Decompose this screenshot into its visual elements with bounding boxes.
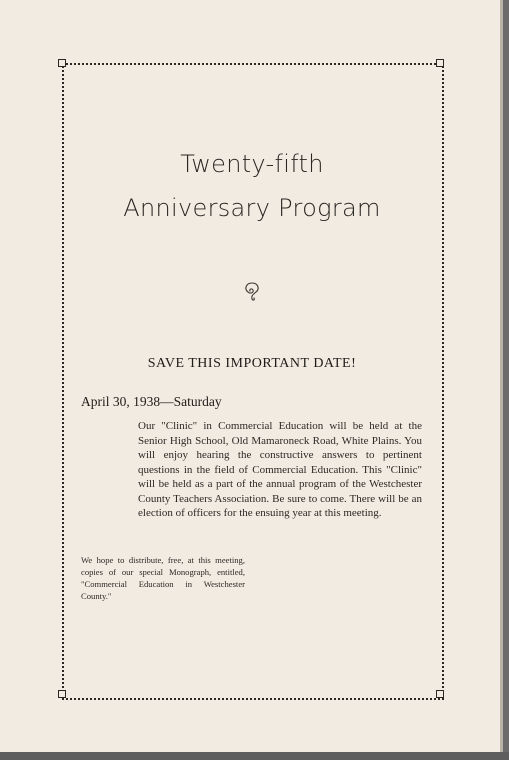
save-date-headline: SAVE THIS IMPORTANT DATE! [147, 356, 357, 371]
title-line-1: Twenty-fifth [180, 150, 324, 178]
clinic-announcement-paragraph: Our "Clinic" in Commercial Education will be held at the Senior High School, Old Mamaroneck Road, White Plains. You will enjoy hearing the constructive answers to pertinent questions in the field of Commercial Education. This "Clinic" will be held as a part of the annual program of the Westchester County Teachers Association. Be sure to come. There will be an election of officers for the ensuing year at this meeting. [138, 420, 422, 519]
monograph-note: We hope to distribute, free, at this meeting, copies of our special Monograph, entitled, "Commercial Education in Westchester County." [81, 555, 245, 601]
corner-square-bottom-left [58, 690, 66, 698]
event-date-line: April 30, 1938—Saturday [81, 394, 222, 409]
corner-square-top-right [436, 59, 444, 67]
scan-background-edge [0, 752, 509, 760]
corner-square-bottom-right [436, 690, 444, 698]
title-line-2: Anniversary Program [123, 194, 381, 222]
flourish-ornament-icon [240, 280, 264, 302]
corner-square-top-left [58, 59, 66, 67]
